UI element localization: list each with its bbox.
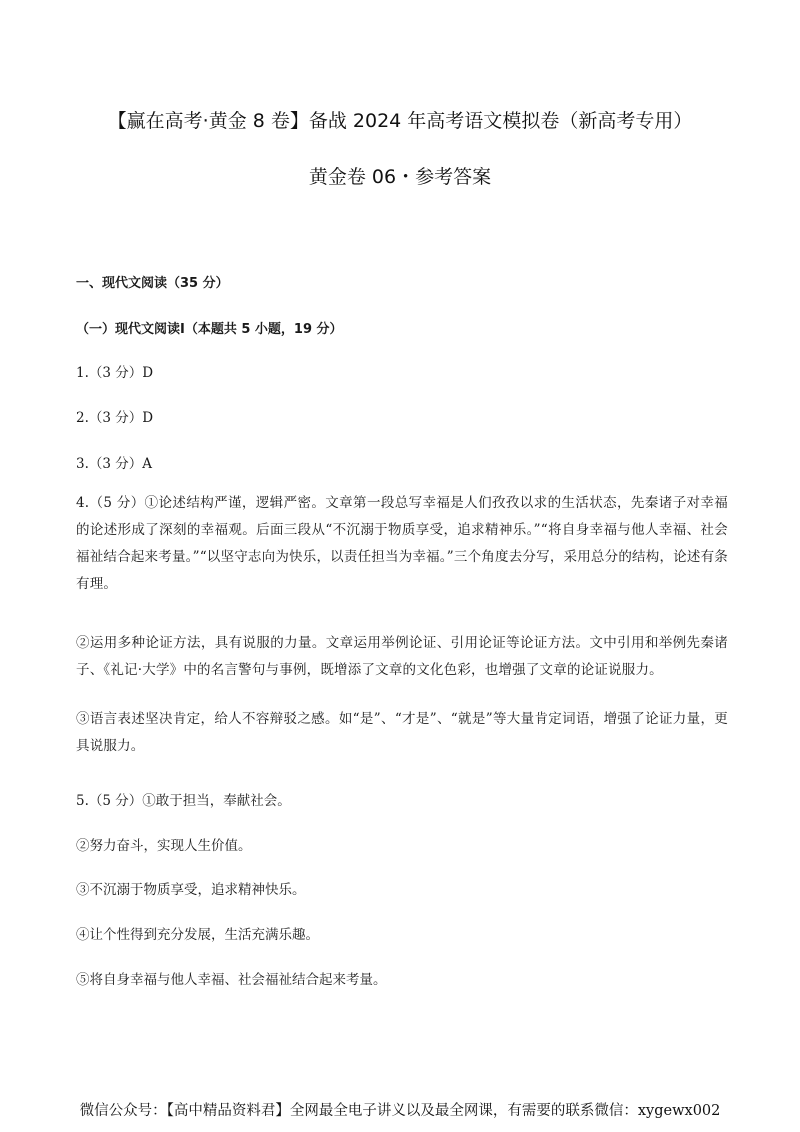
footer-notice: 微信公众号：【高中精品资料君】全网最全电子讲义以及最全网课，有需要的联系微信：xygewx002 xyxy=(79,1103,721,1119)
answer-q5-line-3: ③不沉溺于物质享受，追求精神快乐。 xyxy=(76,882,306,898)
answer-q5-line-4: ④让个性得到充分发展，生活充满乐趣。 xyxy=(76,927,319,943)
document-title: 【赢在高考·黄金 8 卷】备战 2024 年高考语文模拟卷（新高考专用） xyxy=(107,110,693,132)
section-heading: 一、现代文阅读（35 分） xyxy=(76,276,229,291)
answer-q1: 1.（3 分）D xyxy=(76,365,154,381)
answer-q4-text-1: 4.（5 分）①论述结构严谨，逻辑严密。文章第一段总写幸福是人们孜孜以求的生活状态，先秦诸子对幸福的论述形成了深刻的幸福观。后面三段从“不沉溺于物质享受，追求精神乐。”“将自身幸福与他人幸福、社会福祉结合起来考量。”“以坚守志向为快乐，以责任担当为幸福。”三个角度去分写，采用总分的结构，论述有条有理。 xyxy=(76,495,728,592)
answer-q4-paragraph-3 xyxy=(76,706,728,760)
answer-q2: 2.（3 分）D xyxy=(76,410,154,426)
answer-q5-line-5: ⑤将自身幸福与他人幸福、社会福祉结合起来考量。 xyxy=(76,972,387,988)
answer-q4-paragraph-1 xyxy=(76,490,728,598)
answer-q4-text-2: ②运用多种论证方法，具有说服的力量。文章运用举例论证、引用论证等论证方法。文中引用和举例先秦诸子、《礼记·大学》中的名言警句与事例，既增添了文章的文化色彩，也增强了文章的论证说服力。 xyxy=(76,635,728,678)
subsection-heading: （一）现代文阅读Ⅰ（本题共 5 小题，19 分） xyxy=(76,322,343,337)
answer-q3: 3.（3 分）A xyxy=(76,456,153,472)
document-subtitle: 黄金卷 06・参考答案 xyxy=(308,166,492,188)
answer-q5-line-2: ②努力奋斗，实现人生价值。 xyxy=(76,838,252,854)
answer-q5-line-1: 5.（5 分）①敢于担当，奉献社会。 xyxy=(76,793,291,809)
answer-q4-text-3: ③语言表述坚决肯定，给人不容辩驳之感。如“是”、“才是”、“就是”等大量肯定词语，增强了论证力量，更具说服力。 xyxy=(76,711,728,754)
answer-q4-paragraph-2 xyxy=(76,630,728,684)
